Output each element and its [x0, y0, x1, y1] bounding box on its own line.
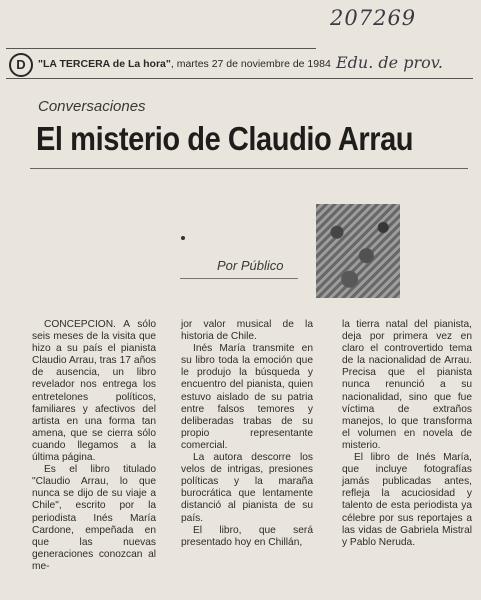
- column-paragraph: CONCEPCION. A sólo seis meses de la visita que hizo a su país el pianista Claudio Arrau, tras 17 años de ausencia, un libro revelador nos entrega los entretelones políticos, familiares y afectivos del artista en una forma tan amena, que se cierra sólo cuando llegamos a la última página.: [32, 319, 156, 464]
- column-paragraph: El libro, que será presentado hoy en Chillán,: [181, 524, 313, 548]
- header-bottom-rule: [6, 78, 473, 79]
- article-column-3: [342, 319, 472, 549]
- handwritten-margin-note: Edu. de prov.: [336, 53, 443, 72]
- article-column-2: [181, 319, 313, 549]
- column-paragraph: La autora descorre los velos de intrigas, presiones políticas y la maraña burocrática que lentamente distanció al pianista de su país.: [181, 452, 313, 524]
- column-paragraph: Inés María transmite en su libro toda la emoción que le produjo la búsqueda y encuentro del pianista, quien estuvo aislado de su patria entre falsos temores y deliberadas trabas de su propio representante comercial.: [181, 343, 313, 451]
- article-byline: Por Público: [217, 258, 284, 273]
- column-paragraph: la tierra natal del pianista, deja por primera vez en claro el controvertido tema de la nacionalidad de Arrau. Precisa que el pianista nunca renunció a su nacionalidad, sino que fue víctima de extraños manejos, lo que transforma el volumen en novela de misterio.: [342, 319, 472, 451]
- headline-rule: [30, 168, 468, 169]
- article-column-1: [32, 319, 156, 573]
- column-paragraph: Es el libro titulado "Claudio Arrau, lo que nunca se dijo de su viaje a Chile", escrito por la periodista Inés María Cardone, empeñada en que las nuevas generaciones conozcan al me-: [32, 464, 156, 572]
- byline-rule: [180, 278, 298, 279]
- header-top-rule: [6, 48, 316, 49]
- column-paragraph: El libro de Inés María, que incluye fotografías jamás publicadas antes, refleja la acuciosidad y talento de esta periodista ya célebre por sus reportajes a las vidas de Gabriela Mistral y Pablo Neruda.: [342, 452, 472, 548]
- handwritten-catalog-number: 207269: [330, 6, 417, 30]
- section-badge: D: [9, 53, 33, 77]
- column-paragraph: jor valor musical de la historia de Chile.: [181, 319, 313, 343]
- dateline: [38, 58, 331, 70]
- decorative-dot: [181, 236, 185, 240]
- publication-date: , martes 27 de noviembre de 1984: [170, 58, 331, 70]
- publication-name: "LA TERCERA de La hora": [38, 58, 171, 70]
- article-kicker: Conversaciones: [38, 98, 146, 115]
- article-headline: El misterio de Claudio Arrau: [36, 120, 414, 157]
- article-photo: [316, 204, 400, 298]
